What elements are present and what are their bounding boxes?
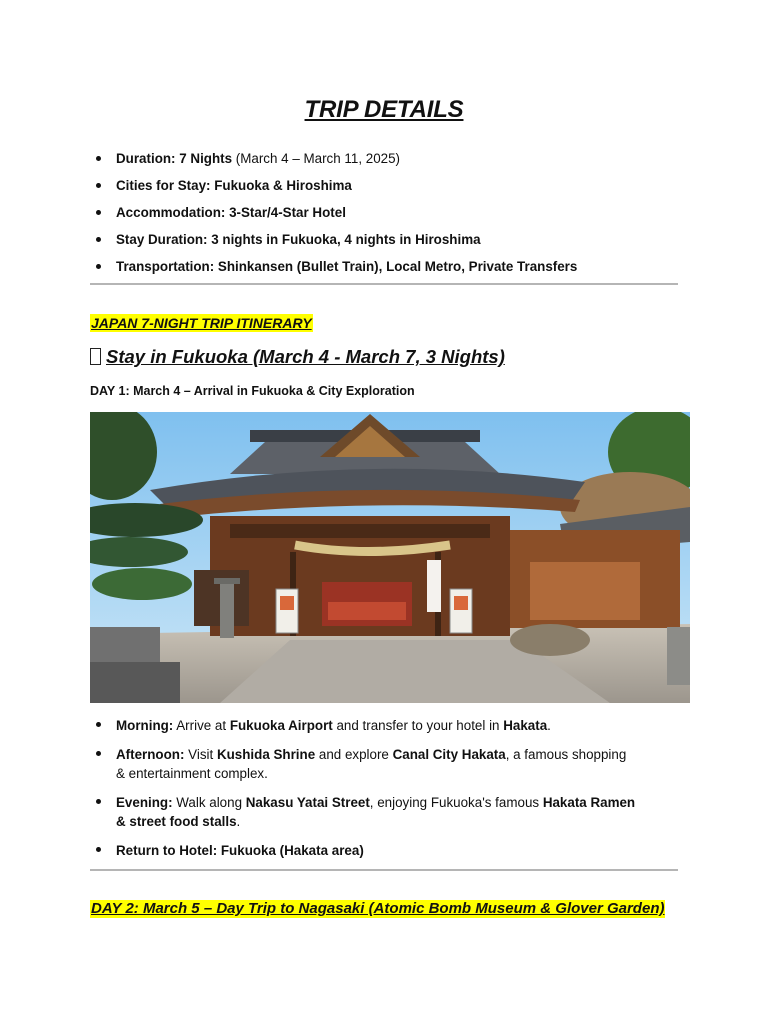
summary-item-cities: Cities for Stay: Fukuoka & Hiroshima: [116, 177, 577, 204]
summary-item-stay-duration: Stay Duration: 3 nights in Fukuoka, 4 nights in Hiroshima: [116, 231, 577, 258]
trip-summary-list: [116, 150, 577, 285]
day2-heading: DAY 2: March 5 – Day Trip to Nagasaki (Atomic Bomb Museum & Glover Garden): [91, 900, 665, 917]
section-divider: [90, 869, 678, 871]
section-divider: [90, 283, 678, 285]
activity-evening: Evening: Walk along Nakasu Yatai Street, enjoying Fukuoka's famous Hakata Ramen & street food stalls.: [116, 795, 636, 829]
summary-item-accommodation: Accommodation: 3-Star/4-Star Hotel: [116, 204, 577, 231]
stay-heading: Stay in Fukuoka (March 4 - March 7, 3 Nights): [90, 346, 505, 368]
activity-morning: Morning: Arrive at Fukuoka Airport and transfer to your hotel in Hakata.: [116, 716, 636, 735]
missing-glyph-icon: [90, 348, 101, 365]
page-title: TRIP DETAILS: [304, 96, 464, 123]
shrine-photo: [90, 412, 690, 703]
activity-afternoon: Afternoon: Visit Kushida Shrine and explore Canal City Hakata, a famous shopping & entertainment complex.: [116, 745, 636, 783]
summary-item-transportation: Transportation: Shinkansen (Bullet Train), Local Metro, Private Transfers: [116, 258, 577, 285]
day1-activity-list: [116, 716, 636, 870]
summary-item-duration: Duration: 7 Nights (March 4 – March 11, 2025): [116, 150, 577, 177]
day1-heading: DAY 1: March 4 – Arrival in Fukuoka & City Exploration: [90, 384, 415, 398]
activity-return-hotel: Return to Hotel: Fukuoka (Hakata area): [116, 841, 636, 860]
itinerary-heading: JAPAN 7-NIGHT TRIP ITINERARY: [91, 315, 312, 331]
